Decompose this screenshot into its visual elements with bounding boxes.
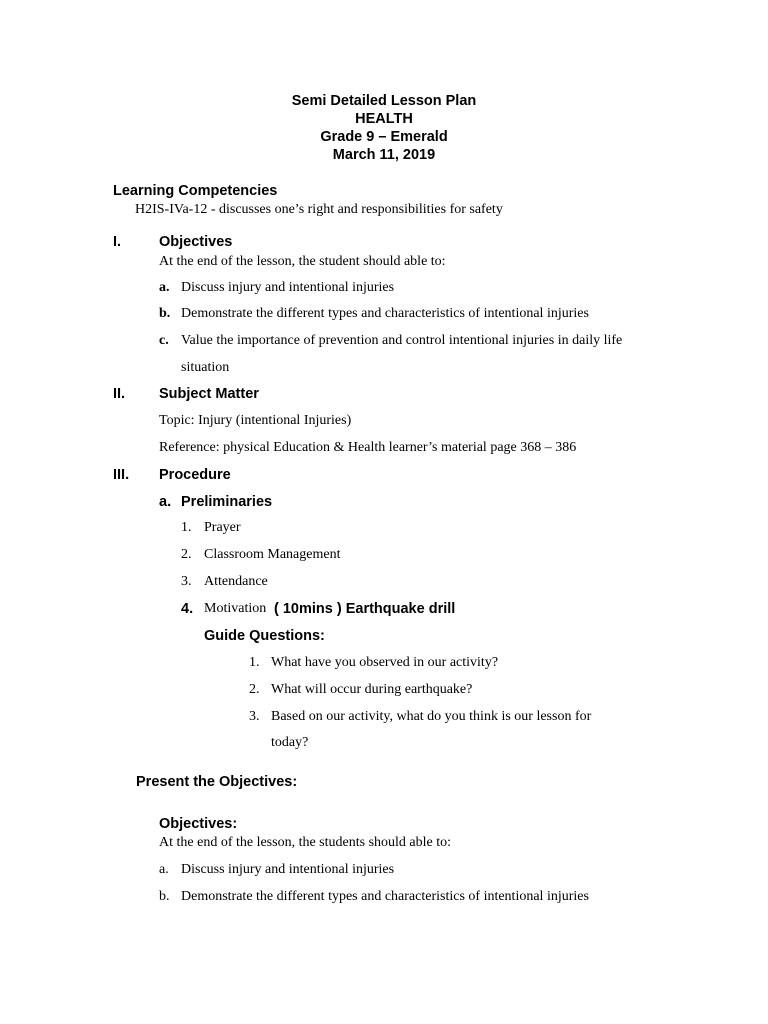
objective-item-continued: situation xyxy=(181,360,230,375)
present-objective-item: Discuss injury and intentional injuries xyxy=(181,862,395,877)
procedure-step: Attendance xyxy=(204,574,268,589)
objective-item: Discuss injury and intentional injuries xyxy=(181,280,395,295)
subject-matter-topic: Topic: Injury (intentional Injuries) xyxy=(159,413,352,428)
procedure-step: Motivation xyxy=(204,601,267,616)
objectives-numeral: I. xyxy=(113,234,122,250)
objectives-intro: At the end of the lesson, the student should able to: xyxy=(159,254,446,269)
guide-question-number: 2. xyxy=(249,682,260,697)
competencies-text: H2IS-IVa-12 - discusses one’s right and responsibilities for safety xyxy=(135,202,503,217)
guide-question-number: 3. xyxy=(249,709,260,724)
procedure-step-number: 3. xyxy=(181,574,192,589)
procedure-step-number: 4. xyxy=(181,601,194,617)
present-objective-marker: a. xyxy=(159,862,169,877)
objective-marker: b. xyxy=(159,306,171,321)
subject-matter-heading: Subject Matter xyxy=(159,386,259,402)
guide-question-continued: today? xyxy=(271,735,309,750)
guide-question: What will occur during earthquake? xyxy=(271,682,473,697)
objective-marker: c. xyxy=(159,333,169,348)
procedure-step-number: 2. xyxy=(181,547,192,562)
objective-item: Demonstrate the different types and characteristics of intentional injuries xyxy=(181,306,589,321)
document-subject: HEALTH xyxy=(355,111,413,127)
procedure-step-number: 1. xyxy=(181,520,192,535)
competencies-heading: Learning Competencies xyxy=(113,183,278,199)
guide-question: What have you observed in our activity? xyxy=(271,655,499,670)
objective-item: Value the importance of prevention and control intentional injuries in daily life xyxy=(181,333,623,348)
objectives-heading: Objectives xyxy=(159,234,233,250)
procedure-heading: Procedure xyxy=(159,467,231,483)
motivation-detail: ( 10mins ) Earthquake drill xyxy=(274,601,456,617)
subject-matter-numeral: II. xyxy=(113,386,126,402)
guide-question: Based on our activity, what do you think is our lesson for xyxy=(271,709,592,724)
present-objective-marker: b. xyxy=(159,889,170,904)
document-grade: Grade 9 – Emerald xyxy=(320,129,448,145)
preliminaries-marker: a. xyxy=(159,494,172,510)
present-objectives-subheading: Objectives: xyxy=(159,816,238,832)
guide-question-number: 1. xyxy=(249,655,260,670)
procedure-step: Classroom Management xyxy=(204,547,341,562)
subject-matter-reference: Reference: physical Education & Health learner’s material page 368 – 386 xyxy=(159,440,577,455)
document-title: Semi Detailed Lesson Plan xyxy=(291,93,477,109)
objective-marker: a. xyxy=(159,280,170,295)
guide-questions-heading: Guide Questions: xyxy=(204,628,325,644)
document-date: March 11, 2019 xyxy=(332,147,436,163)
present-objectives-intro: At the end of the lesson, the students should able to: xyxy=(159,835,452,850)
procedure-numeral: III. xyxy=(113,467,130,483)
procedure-step: Prayer xyxy=(204,520,241,535)
preliminaries-heading: Preliminaries xyxy=(181,494,273,510)
present-objective-item: Demonstrate the different types and characteristics of intentional injuries xyxy=(181,889,589,904)
present-objectives-heading: Present the Objectives: xyxy=(136,774,298,790)
